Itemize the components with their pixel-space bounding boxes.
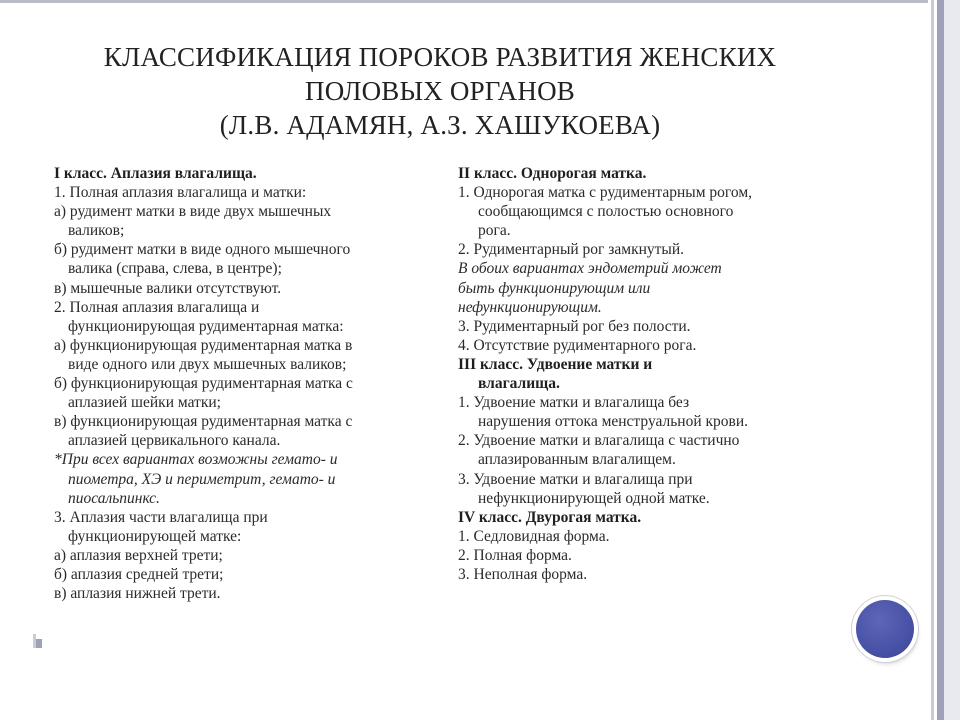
text-line: 1. Удвоение матки и влагалища без [458,394,690,412]
note-line: быть функционирующим или [458,279,651,297]
class-heading: III класс. Удвоение матки и [458,355,653,373]
text-line: 2. Удвоение матки и влагалища с частично [458,432,740,450]
note-line: пиометра, ХЭ и периметрит, гемато- и [68,470,336,488]
text-line: в) функционирующая рудиментарная матка с [54,413,353,431]
text-line: аплазией цервикального канала. [68,432,281,450]
text-line: функционирующей матке: [68,527,242,545]
text-line: в) аплазия нижней трети. [54,585,221,603]
text-line: а) аплазия верхней трети; [54,546,223,564]
text-line: б) рудимент матки в виде одного мышечного [54,241,351,259]
text-line: 2. Полная форма. [458,546,572,564]
note-line: В обоих вариантах эндометрий может [458,260,722,278]
slide-title [50,40,830,142]
class-heading: влагалища. [478,375,560,393]
text-line: нарушения оттока менструальной крови. [478,413,749,431]
note-line: *При всех вариантах возможны гемато- и [54,451,338,469]
text-line: виде одного или двух мышечных валиков; [68,355,347,373]
text-line: функционирующая рудиментарная матка: [68,317,344,335]
tick-mark-icon [33,634,42,648]
text-line: валиков; [68,222,125,240]
text-line: 3. Неполная форма. [458,565,588,583]
text-line: 2. Полная аплазия влагалища и [54,298,260,316]
right-decorative-rail [928,0,960,720]
right-column [458,164,838,584]
text-line: аплазированным влагалищем. [478,451,676,469]
text-line: 3. Рудиментарный рог без полости. [458,317,691,335]
text-line: 1. Однорогая матка с рудиментарным рогом, [458,184,753,202]
text-line: 1. Полная аплазия влагалища и матки: [54,184,307,202]
text-line: нефункционирующей одной матке. [478,489,710,507]
note-line: нефункционирующим. [458,298,602,316]
text-line: а) функционирующая рудиментарная матка в [54,336,353,354]
class-heading: IV класс. Двурогая матка. [458,508,642,526]
note-line: пиосальпинкс. [68,489,160,507]
text-line: 4. Отсутствие рудиментарного рога. [458,336,697,354]
text-line: 3. Аплазия части влагалища при [54,508,268,526]
title-line: (Л.В. АДАМЯН, А.З. ХАШУКОЕВА) [219,110,661,140]
left-column [54,164,454,603]
class-heading: I класс. Аплазия влагалища. [54,165,257,182]
text-line: аплазией шейки матки; [68,394,221,412]
text-line: 1. Седловидная форма. [458,527,610,545]
nav-circle-button[interactable] [856,600,914,658]
text-line: а) рудимент матки в виде двух мышечных [54,203,332,221]
text-line: рога. [478,222,511,240]
text-line: б) функционирующая рудиментарная матка с [54,375,353,393]
text-line: сообщающимся с полостью основного [478,203,734,221]
text-line: 3. Удвоение матки и влагалища при [458,470,693,488]
top-divider [0,0,930,3]
text-line: в) мышечные валики отсутствуют. [54,279,282,297]
text-line: 2. Рудиментарный рог замкнутый. [458,241,685,259]
title-line: КЛАССИФИКАЦИЯ ПОРОКОВ РАЗВИТИЯ ЖЕНСКИХ [103,42,777,72]
class-heading: II класс. Однорогая матка. [458,165,647,182]
text-line: валика (справа, слева, в центре); [68,260,282,278]
title-line: ПОЛОВЫХ ОРГАНОВ [305,76,575,106]
text-line: б) аплазия средней трети; [54,565,224,583]
